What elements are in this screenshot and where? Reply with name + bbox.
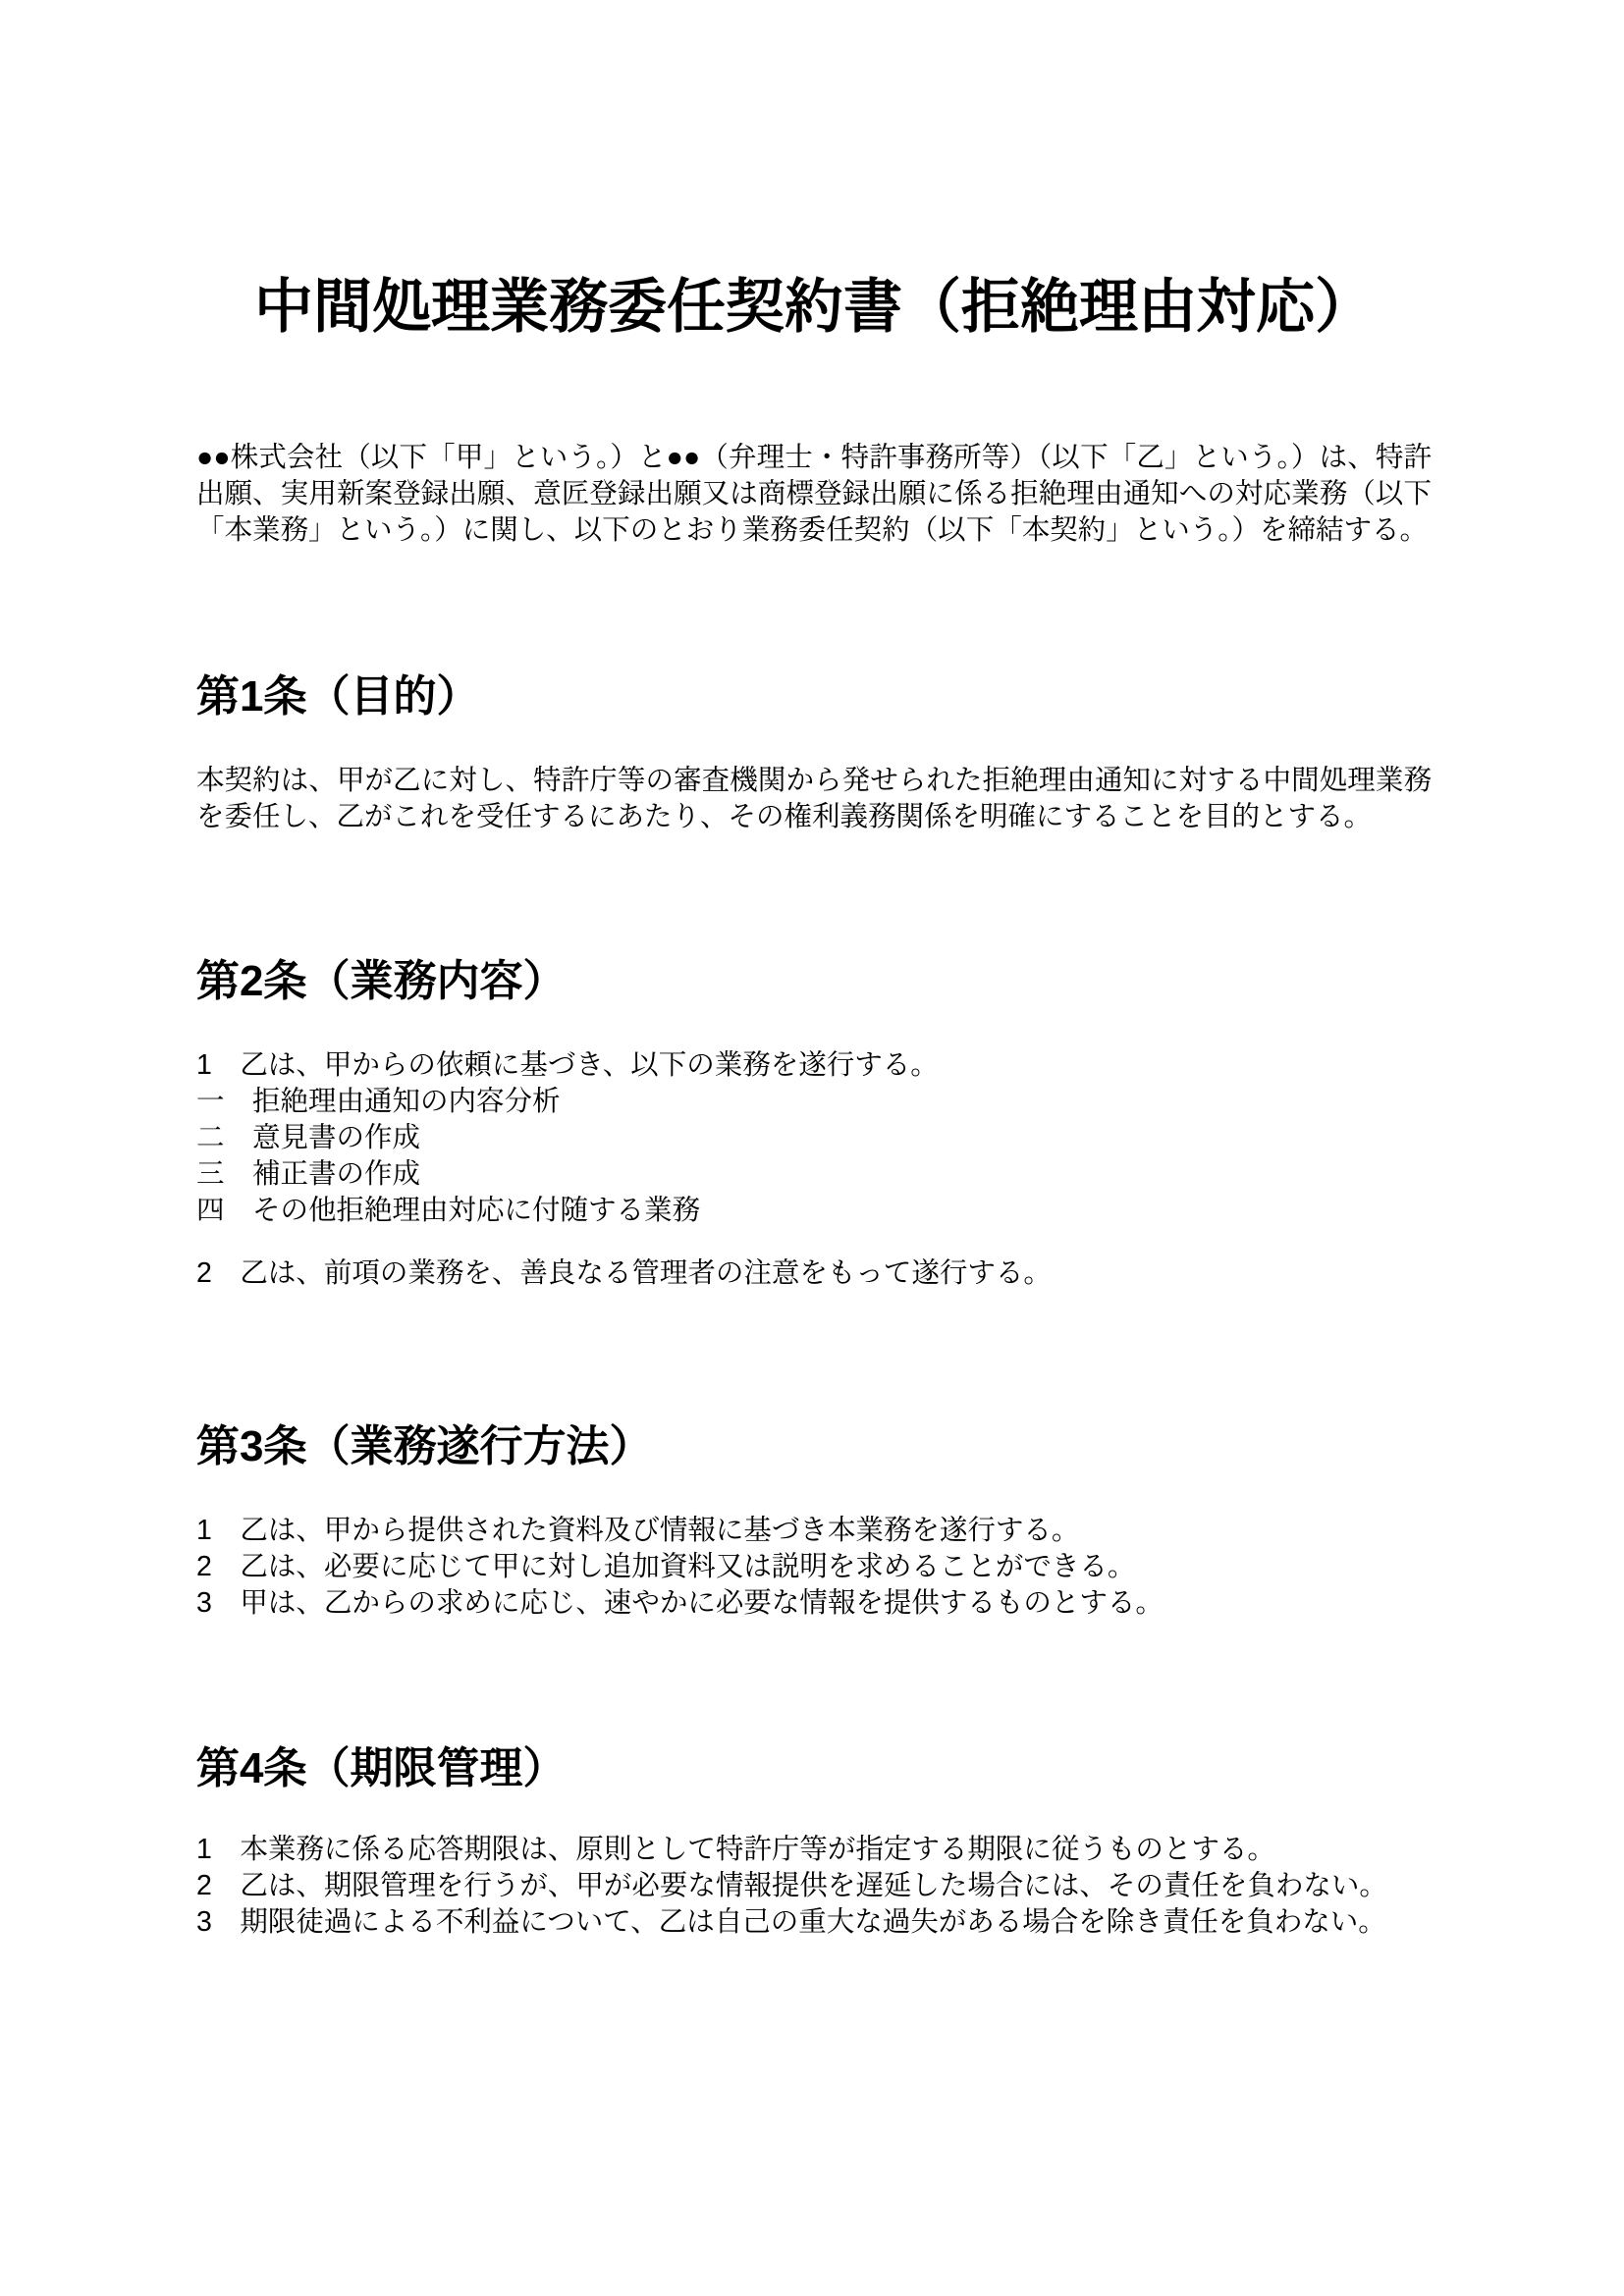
article-3-heading: 第3条（業務遂行方法） (196, 1422, 653, 1470)
article-2-section (196, 958, 1432, 1292)
article-3-clause-3: 3 甲は、乙からの求めに応じ、速やかに必要な情報を提供するものとする。 (196, 1587, 1164, 1619)
article-4-clause-list (196, 1832, 1432, 1941)
article-1-section (196, 673, 1432, 835)
article-4-clause-2: 2 乙は、期限管理を行うが、甲が必要な情報提供を遅延した場合には、その責任を負わない。 (196, 1870, 1387, 1901)
article-1-heading: 第1条（目的） (196, 672, 480, 721)
document-title: 中間処理業務委任契約書（拒絶理由対応） (254, 274, 1374, 340)
article-4-clause-1: 1 本業務に係る応答期限は、原則として特許庁等が指定する期限に従うものとする。 (196, 1834, 1275, 1865)
article-1-body: 本契約は、甲が乙に対し、特許庁等の審査機関から発せられた拒絶理由通知に対する中間処理業務を委任し、乙がこれを受任するにあたり、その権利義務関係を明確にすることを目的とする。 (196, 765, 1432, 832)
article-2-item-2: 二 意見書の作成 (196, 1122, 421, 1153)
article-3-clause-2: 2 乙は、必要に応じて甲に対し追加資料又は説明を求めることができる。 (196, 1551, 1136, 1582)
article-2-clause-1: 1 乙は、甲からの依頼に基づき、以下の業務を遂行する。 (196, 1049, 939, 1081)
article-2-item-3: 三 補正書の作成 (196, 1158, 421, 1190)
article-4-clause-3: 3 期限徒過による不利益について、乙は自己の重大な過失がある場合を除き責任を負わない。 (196, 1906, 1386, 1938)
article-3-clause-list (196, 1513, 1432, 1622)
article-4-section (196, 1745, 1432, 1941)
article-2-clause-2: 2 乙は、前項の業務を、善良なる管理者の注意をもって遂行する。 (196, 1257, 1052, 1289)
article-2-clause-list (196, 1047, 1432, 1229)
article-2-item-1: 一 拒絶理由通知の内容分析 (196, 1086, 561, 1117)
preamble-paragraph: ●●株式会社（以下「甲」という。）と●●（弁理士・特許事務所等）（以下「乙」という。）は、特許出願、実用新案登録出願、意匠登録出願又は商標登録出願に係る拒絶理由通知への対応業務（以下「本業務」という。）に関し、以下のとおり業務委任契約（以下「本契約」という。）を締結する。 (196, 442, 1432, 546)
article-3-section (196, 1423, 1432, 1622)
article-4-heading: 第4条（期限管理） (196, 1744, 567, 1792)
article-3-clause-1: 1 乙は、甲から提供された資料及び情報に基づき本業務を遂行する。 (196, 1515, 1080, 1546)
article-2-heading: 第2条（業務内容） (196, 957, 567, 1005)
article-2-item-4: 四 その他拒絶理由対応に付随する業務 (196, 1195, 701, 1226)
